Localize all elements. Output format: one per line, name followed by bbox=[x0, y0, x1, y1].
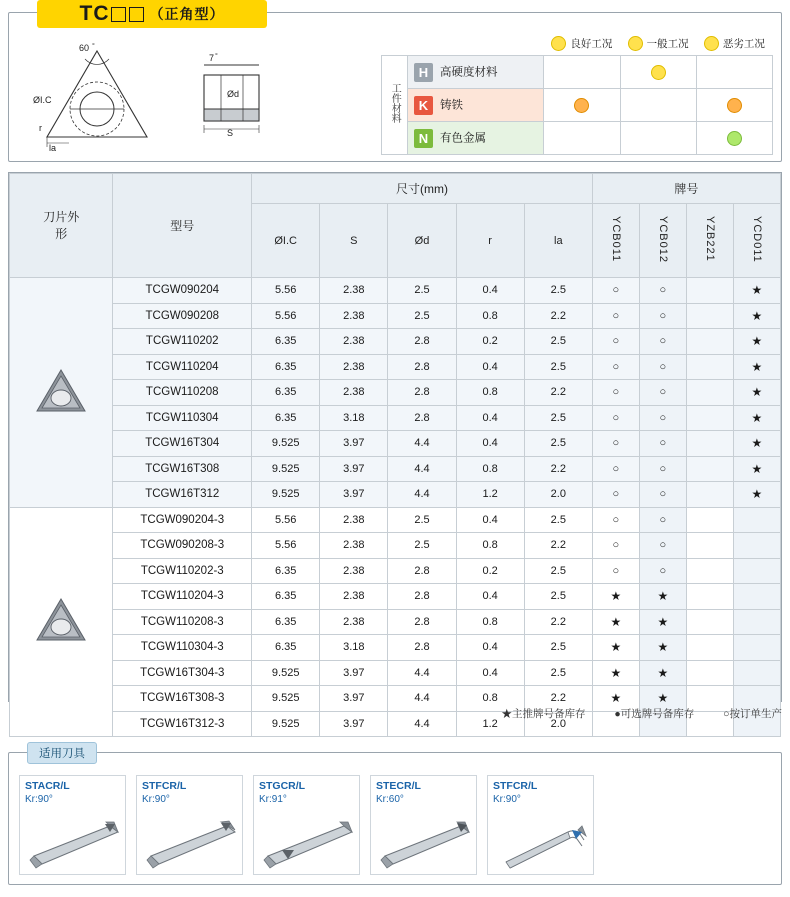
condition-row-k bbox=[382, 89, 773, 122]
svg-text:la: la bbox=[49, 143, 57, 153]
cell-s: 3.18 bbox=[320, 405, 388, 431]
cell-grade-ycd011: ★ bbox=[733, 431, 780, 457]
legend-star: ★主推牌号备库存 bbox=[501, 708, 586, 720]
table-row bbox=[10, 354, 781, 380]
cell-grade-ycb012: ★ bbox=[639, 660, 686, 686]
cond-corner bbox=[382, 35, 408, 56]
cell-la: 2.5 bbox=[524, 584, 592, 610]
cell-grade-ycb011: ○ bbox=[592, 482, 639, 508]
cell-grade-yzb221 bbox=[686, 278, 733, 304]
tool-name: STGCR/L bbox=[259, 780, 306, 792]
cell-s: 2.38 bbox=[320, 533, 388, 559]
cell-grade-ycb011: ★ bbox=[592, 660, 639, 686]
cell-r: 0.4 bbox=[456, 584, 524, 610]
cell-r: 0.4 bbox=[456, 635, 524, 661]
table-row bbox=[10, 660, 781, 686]
insert-shape-cell bbox=[10, 278, 113, 508]
workpiece-condition-table bbox=[381, 35, 773, 155]
cell-grade-ycb012: ○ bbox=[639, 329, 686, 355]
tool-name: STACR/L bbox=[25, 780, 70, 792]
cell-grade-ycb012: ○ bbox=[639, 456, 686, 482]
cell-s: 2.38 bbox=[320, 303, 388, 329]
page-title-suffix: （正角型） bbox=[149, 6, 225, 22]
table-row bbox=[10, 405, 781, 431]
tool-name: STFCR/L bbox=[142, 780, 187, 792]
col-header-grade-ycb012 bbox=[639, 204, 686, 278]
tool-name: STFCR/L bbox=[493, 780, 538, 792]
cell-ic: 6.35 bbox=[252, 405, 320, 431]
cell-r: 0.4 bbox=[456, 354, 524, 380]
cell-s: 2.38 bbox=[320, 354, 388, 380]
cell-la: 2.5 bbox=[524, 558, 592, 584]
applicable-tools-box bbox=[8, 748, 782, 885]
material-side-label bbox=[382, 56, 408, 155]
col-header-grade-ycd011 bbox=[733, 204, 780, 278]
svg-text:°: ° bbox=[215, 53, 218, 60]
cell-model: TCGW090208 bbox=[113, 303, 252, 329]
cell-la: 2.2 bbox=[524, 380, 592, 406]
cell-ic: 6.35 bbox=[252, 609, 320, 635]
cell-r: 0.8 bbox=[456, 380, 524, 406]
cell-grade-ycb011: ○ bbox=[592, 303, 639, 329]
cell-model: TCGW110208 bbox=[113, 380, 252, 406]
material-n-label: 有色金属 bbox=[440, 132, 486, 145]
cell-s: 2.38 bbox=[320, 558, 388, 584]
cell-grade-ycd011 bbox=[733, 635, 780, 661]
cell-ic: 9.525 bbox=[252, 686, 320, 712]
col-header-ic: ØI.C bbox=[252, 204, 320, 278]
cell-grade-ycb011: ○ bbox=[592, 558, 639, 584]
cell-grade-yzb221 bbox=[686, 482, 733, 508]
cell-grade-ycb011: ★ bbox=[592, 609, 639, 635]
cell-grade-ycb012: ○ bbox=[639, 303, 686, 329]
cell-model: TCGW110304-3 bbox=[113, 635, 252, 661]
cell-d: 4.4 bbox=[388, 431, 456, 457]
table-row bbox=[10, 278, 781, 304]
legend-normal-label: 一般工况 bbox=[646, 38, 689, 50]
cell-model: TCGW090204 bbox=[113, 278, 252, 304]
cell-model: TCGW16T308-3 bbox=[113, 686, 252, 712]
cell-ic: 9.525 bbox=[252, 456, 320, 482]
cell-grade-yzb221 bbox=[686, 558, 733, 584]
tool-name: STECR/L bbox=[376, 780, 421, 792]
material-n bbox=[408, 122, 544, 155]
cell-grade-ycb011: ○ bbox=[592, 329, 639, 355]
grade-label-ycd011: YCD011 bbox=[750, 215, 763, 263]
cell-ic: 6.35 bbox=[252, 329, 320, 355]
cell-s: 3.97 bbox=[320, 660, 388, 686]
cell-grade-ycb011: ★ bbox=[592, 584, 639, 610]
cell-grade-ycd011 bbox=[733, 507, 780, 533]
cell-d: 2.8 bbox=[388, 584, 456, 610]
cell-model: TCGW090204-3 bbox=[113, 507, 252, 533]
table-row bbox=[10, 584, 781, 610]
applicable-tools-tab: 适用刀具 bbox=[27, 742, 97, 764]
table-row bbox=[10, 609, 781, 635]
insert-technical-drawing bbox=[19, 37, 369, 157]
cell-grade-ycd011: ★ bbox=[733, 482, 780, 508]
col-header-s: S bbox=[320, 204, 388, 278]
col-header-grade-yzb221 bbox=[686, 204, 733, 278]
grade-label-ycb012: YCB012 bbox=[656, 215, 669, 263]
legend-good-label: 良好工况 bbox=[570, 38, 613, 50]
svg-text:r: r bbox=[39, 123, 42, 133]
cell-grade-yzb221 bbox=[686, 609, 733, 635]
condition-row-n bbox=[382, 122, 773, 155]
cell-r: 0.4 bbox=[456, 431, 524, 457]
cell-ic: 5.56 bbox=[252, 533, 320, 559]
cell-ic: 5.56 bbox=[252, 303, 320, 329]
tool-card[interactable] bbox=[253, 775, 360, 875]
cell-ic: 9.525 bbox=[252, 482, 320, 508]
cell-s: 3.97 bbox=[320, 711, 388, 737]
cell-s: 3.97 bbox=[320, 431, 388, 457]
tool-kr-angle: Kr:91° bbox=[259, 794, 287, 805]
cell-la: 2.5 bbox=[524, 507, 592, 533]
col-header-r: r bbox=[456, 204, 524, 278]
cell-r: 0.8 bbox=[456, 609, 524, 635]
cell-d: 2.8 bbox=[388, 354, 456, 380]
svg-text:Ød: Ød bbox=[227, 89, 240, 99]
cell-grade-ycb012: ○ bbox=[639, 354, 686, 380]
cell-grade-ycd011 bbox=[733, 558, 780, 584]
legend-bad bbox=[696, 35, 772, 56]
cell-grade-ycb012: ★ bbox=[639, 686, 686, 712]
tool-card[interactable] bbox=[370, 775, 477, 875]
smiley-red-icon bbox=[574, 98, 589, 113]
cell-d: 4.4 bbox=[388, 711, 456, 737]
cell-la: 2.2 bbox=[524, 609, 592, 635]
cell-r: 0.8 bbox=[456, 686, 524, 712]
cell-grade-ycd011 bbox=[733, 660, 780, 686]
material-h bbox=[408, 56, 544, 89]
cell-ic: 9.525 bbox=[252, 660, 320, 686]
turning-tool-icon bbox=[260, 810, 355, 875]
turning-tool-icon bbox=[377, 810, 472, 875]
cond-k-good bbox=[544, 89, 620, 122]
col-header-model: 型号 bbox=[113, 174, 252, 278]
cell-grade-ycd011: ★ bbox=[733, 380, 780, 406]
table-row bbox=[10, 635, 781, 661]
cell-ic: 5.56 bbox=[252, 507, 320, 533]
cell-d: 4.4 bbox=[388, 482, 456, 508]
col-header-dim-group: 尺寸(mm) bbox=[252, 174, 593, 204]
cell-grade-yzb221 bbox=[686, 405, 733, 431]
cell-s: 2.38 bbox=[320, 584, 388, 610]
cell-grade-ycb011: ○ bbox=[592, 380, 639, 406]
cell-model: TCGW16T304 bbox=[113, 431, 252, 457]
cell-s: 3.18 bbox=[320, 635, 388, 661]
cell-la: 2.0 bbox=[524, 711, 592, 737]
cell-grade-ycd011 bbox=[733, 533, 780, 559]
svg-text:°: ° bbox=[92, 43, 95, 50]
cell-grade-ycb012: ○ bbox=[639, 380, 686, 406]
cell-grade-yzb221 bbox=[686, 456, 733, 482]
material-letter-h-icon: H bbox=[414, 63, 433, 82]
applicable-tools-row bbox=[19, 775, 594, 875]
material-h-label: 高硬度材料 bbox=[440, 66, 498, 79]
material-k bbox=[408, 89, 544, 122]
table-row bbox=[10, 456, 781, 482]
cell-la: 2.2 bbox=[524, 456, 592, 482]
col-header-shape bbox=[10, 174, 113, 278]
cell-grade-ycb011: ○ bbox=[592, 507, 639, 533]
cell-d: 2.8 bbox=[388, 635, 456, 661]
cond-h-bad bbox=[696, 56, 772, 89]
cell-r: 0.4 bbox=[456, 278, 524, 304]
cell-grade-ycb011: ○ bbox=[592, 431, 639, 457]
cell-grade-ycb012: ○ bbox=[639, 533, 686, 559]
cell-model: TCGW110202 bbox=[113, 329, 252, 355]
cell-d: 2.8 bbox=[388, 329, 456, 355]
cell-grade-ycb012: ○ bbox=[639, 482, 686, 508]
material-letter-n-icon: N bbox=[414, 129, 433, 148]
svg-text:60: 60 bbox=[79, 43, 90, 53]
cell-grade-ycb011: ★ bbox=[592, 686, 639, 712]
cell-la: 2.5 bbox=[524, 635, 592, 661]
turning-tool-icon bbox=[26, 810, 121, 875]
table-row bbox=[10, 482, 781, 508]
smiley-green-icon bbox=[727, 131, 742, 146]
material-letter-k-icon: K bbox=[414, 96, 433, 115]
cell-s: 3.97 bbox=[320, 686, 388, 712]
cell-s: 2.38 bbox=[320, 507, 388, 533]
condition-row-h bbox=[382, 56, 773, 89]
cell-d: 2.5 bbox=[388, 303, 456, 329]
col-header-grade-group: 牌号 bbox=[592, 174, 780, 204]
cell-ic: 6.35 bbox=[252, 584, 320, 610]
cell-la: 2.5 bbox=[524, 660, 592, 686]
smiley-normal-icon bbox=[628, 36, 643, 51]
cell-r: 0.4 bbox=[456, 405, 524, 431]
cell-grade-yzb221 bbox=[686, 584, 733, 610]
cell-grade-ycd011: ★ bbox=[733, 405, 780, 431]
insert-spec-table bbox=[9, 173, 781, 737]
cell-grade-yzb221 bbox=[686, 329, 733, 355]
cell-la: 2.5 bbox=[524, 405, 592, 431]
cell-grade-ycb012: ★ bbox=[639, 584, 686, 610]
cond-h-normal bbox=[620, 56, 696, 89]
cell-ic: 6.35 bbox=[252, 558, 320, 584]
cell-model: TCGW16T308 bbox=[113, 456, 252, 482]
header-card bbox=[8, 2, 782, 162]
cell-grade-yzb221 bbox=[686, 303, 733, 329]
cell-s: 3.97 bbox=[320, 456, 388, 482]
cell-la: 2.5 bbox=[524, 431, 592, 457]
cell-model: TCGW110204-3 bbox=[113, 584, 252, 610]
material-k-label: 铸铁 bbox=[440, 99, 463, 112]
placeholder-square-icon bbox=[111, 7, 126, 22]
cell-grade-ycb011: ○ bbox=[592, 354, 639, 380]
cell-d: 4.4 bbox=[388, 686, 456, 712]
cond-k-normal bbox=[620, 89, 696, 122]
cell-r: 1.2 bbox=[456, 711, 524, 737]
table-legend bbox=[8, 706, 782, 721]
col-header-la: la bbox=[524, 204, 592, 278]
cell-r: 0.8 bbox=[456, 533, 524, 559]
cell-grade-yzb221 bbox=[686, 507, 733, 533]
cell-grade-ycb012: ○ bbox=[639, 558, 686, 584]
cell-model: TCGW090208-3 bbox=[113, 533, 252, 559]
cond-n-good bbox=[544, 122, 620, 155]
cell-s: 2.38 bbox=[320, 609, 388, 635]
svg-text:S: S bbox=[227, 128, 234, 138]
smiley-bad-icon bbox=[704, 36, 719, 51]
col-header-grade-ycb011 bbox=[592, 204, 639, 278]
cell-d: 4.4 bbox=[388, 660, 456, 686]
cell-la: 2.2 bbox=[524, 533, 592, 559]
tool-kr-angle: Kr:60° bbox=[376, 794, 404, 805]
material-side-label-text: 工件材料 bbox=[389, 83, 401, 124]
cell-d: 2.5 bbox=[388, 533, 456, 559]
svg-text:7: 7 bbox=[209, 53, 215, 63]
cell-d: 2.8 bbox=[388, 380, 456, 406]
cell-grade-yzb221 bbox=[686, 635, 733, 661]
legend-normal bbox=[620, 35, 696, 56]
cell-la: 2.5 bbox=[524, 354, 592, 380]
smiley-orange-icon bbox=[727, 98, 742, 113]
grade-label-ycb011: YCB011 bbox=[609, 215, 622, 263]
cell-ic: 5.56 bbox=[252, 278, 320, 304]
cell-grade-ycb012: ○ bbox=[639, 278, 686, 304]
page-title-code: TC bbox=[79, 2, 110, 25]
cell-grade-ycd011 bbox=[733, 609, 780, 635]
turning-tool-icon bbox=[143, 810, 238, 875]
col-header-d: Ød bbox=[388, 204, 456, 278]
cell-grade-ycb012: ○ bbox=[639, 431, 686, 457]
table-row bbox=[10, 533, 781, 559]
cell-ic: 9.525 bbox=[252, 431, 320, 457]
cell-la: 2.5 bbox=[524, 278, 592, 304]
cell-ic: 6.35 bbox=[252, 354, 320, 380]
cell-grade-ycd011: ★ bbox=[733, 456, 780, 482]
tool-card[interactable] bbox=[136, 775, 243, 875]
cell-model: TCGW110204 bbox=[113, 354, 252, 380]
cell-la: 2.2 bbox=[524, 686, 592, 712]
table-row bbox=[10, 507, 781, 533]
grade-label-yzb221: YZB221 bbox=[703, 216, 716, 262]
tool-card[interactable] bbox=[487, 775, 594, 875]
cell-model: TCGW110208-3 bbox=[113, 609, 252, 635]
cell-s: 3.97 bbox=[320, 482, 388, 508]
table-row bbox=[10, 303, 781, 329]
cell-r: 0.4 bbox=[456, 507, 524, 533]
cell-d: 2.8 bbox=[388, 558, 456, 584]
table-row bbox=[10, 558, 781, 584]
placeholder-square-icon bbox=[129, 7, 144, 22]
cell-r: 0.2 bbox=[456, 329, 524, 355]
cell-model: TCGW16T312 bbox=[113, 482, 252, 508]
cell-grade-ycd011: ★ bbox=[733, 278, 780, 304]
cell-r: 0.8 bbox=[456, 303, 524, 329]
table-row bbox=[10, 329, 781, 355]
cell-d: 2.5 bbox=[388, 507, 456, 533]
cell-model: TCGW16T304-3 bbox=[113, 660, 252, 686]
cell-grade-yzb221 bbox=[686, 533, 733, 559]
cell-s: 2.38 bbox=[320, 278, 388, 304]
table-row bbox=[10, 431, 781, 457]
cell-d: 2.8 bbox=[388, 609, 456, 635]
smiley-normal-icon bbox=[651, 65, 666, 80]
cell-grade-ycb012: ○ bbox=[639, 507, 686, 533]
insert-shape-cell bbox=[10, 507, 113, 737]
cell-grade-ycb011: ★ bbox=[592, 635, 639, 661]
insert-spec-table-body bbox=[10, 278, 781, 737]
cell-ic: 6.35 bbox=[252, 635, 320, 661]
cell-grade-yzb221 bbox=[686, 660, 733, 686]
tool-kr-angle: Kr:90° bbox=[25, 794, 53, 805]
cell-grade-ycb011: ○ bbox=[592, 456, 639, 482]
cell-model: TCGW110304 bbox=[113, 405, 252, 431]
cond-h-good bbox=[544, 56, 620, 89]
col-header-shape-text: 刀片外形 bbox=[43, 210, 80, 241]
cell-r: 0.8 bbox=[456, 456, 524, 482]
cell-grade-yzb221 bbox=[686, 380, 733, 406]
cell-grade-ycb012: ○ bbox=[639, 405, 686, 431]
cell-s: 2.38 bbox=[320, 329, 388, 355]
cell-s: 2.38 bbox=[320, 380, 388, 406]
cell-grade-ycb011: ○ bbox=[592, 278, 639, 304]
cell-la: 2.5 bbox=[524, 329, 592, 355]
cell-grade-ycb011: ○ bbox=[592, 405, 639, 431]
cond-k-bad bbox=[696, 89, 772, 122]
table-row bbox=[10, 380, 781, 406]
cell-grade-ycb011: ○ bbox=[592, 533, 639, 559]
page-title bbox=[37, 0, 267, 28]
boring-bar-icon bbox=[494, 810, 589, 875]
smiley-good-icon bbox=[551, 36, 566, 51]
cell-la: 2.2 bbox=[524, 303, 592, 329]
cell-grade-ycb012: ★ bbox=[639, 609, 686, 635]
legend-dot: ●可选牌号备库存 bbox=[614, 708, 695, 720]
cell-la: 2.0 bbox=[524, 482, 592, 508]
cell-grade-ycd011 bbox=[733, 584, 780, 610]
legend-bad-label: 恶劣工况 bbox=[722, 38, 765, 50]
cell-model: TCGW110202-3 bbox=[113, 558, 252, 584]
cell-grade-ycd011: ★ bbox=[733, 329, 780, 355]
legend-good bbox=[544, 35, 620, 56]
cell-grade-ycb012: ★ bbox=[639, 635, 686, 661]
cond-n-normal bbox=[620, 122, 696, 155]
cell-ic: 9.525 bbox=[252, 711, 320, 737]
tool-kr-angle: Kr:90° bbox=[493, 794, 521, 805]
cell-grade-ycd011: ★ bbox=[733, 303, 780, 329]
cell-grade-ycd011: ★ bbox=[733, 354, 780, 380]
cell-d: 2.5 bbox=[388, 278, 456, 304]
cell-d: 4.4 bbox=[388, 456, 456, 482]
cell-r: 0.4 bbox=[456, 660, 524, 686]
cell-model: TCGW16T312-3 bbox=[113, 711, 252, 737]
svg-text:ØI.C: ØI.C bbox=[33, 95, 52, 105]
cell-ic: 6.35 bbox=[252, 380, 320, 406]
cond-corner2 bbox=[408, 35, 544, 56]
legend-circle: ○按订单生产 bbox=[723, 708, 782, 720]
cell-r: 0.2 bbox=[456, 558, 524, 584]
cell-d: 2.8 bbox=[388, 405, 456, 431]
tool-kr-angle: Kr:90° bbox=[142, 794, 170, 805]
cell-grade-yzb221 bbox=[686, 431, 733, 457]
tool-card[interactable] bbox=[19, 775, 126, 875]
cell-grade-yzb221 bbox=[686, 354, 733, 380]
cell-r: 1.2 bbox=[456, 482, 524, 508]
cond-n-bad bbox=[696, 122, 772, 155]
